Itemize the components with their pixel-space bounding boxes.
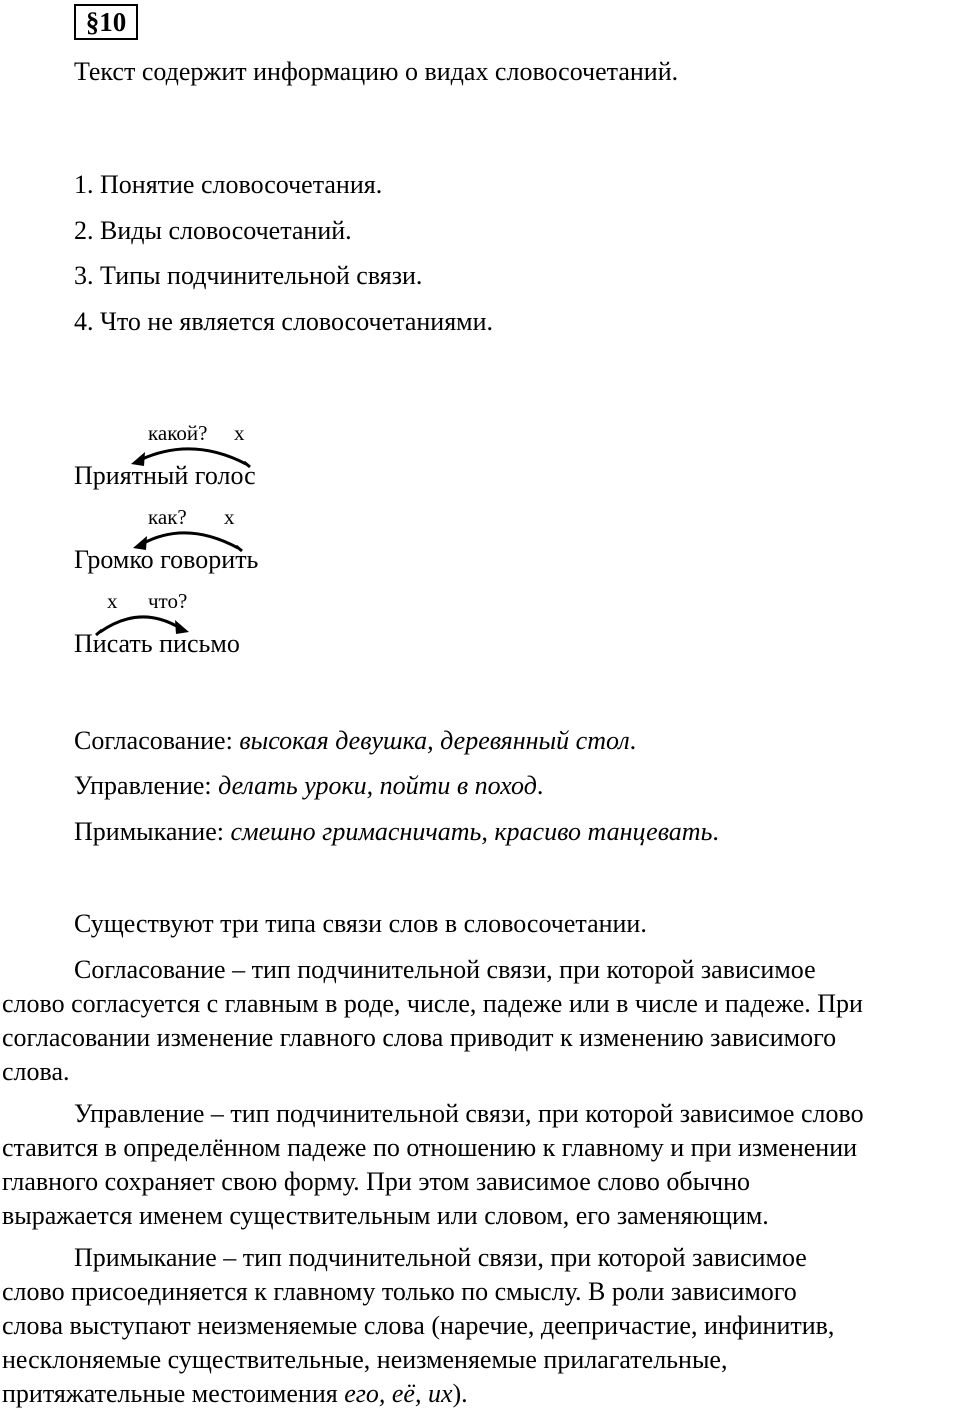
paragraph-line: главного сохраняет свою форму. При этом зависимое слово обычно: [2, 1167, 751, 1196]
scheme-main-mark-2: x: [224, 505, 235, 529]
paragraph-line: слово присоединяется к главному только по смыслу. В роли зависимого: [2, 1277, 797, 1306]
scheme-phrase-2: Громко говорить: [74, 545, 259, 574]
plan-item-2: 2. Виды словосочетаний.: [74, 216, 352, 245]
last-line-text: притяжательные местоимения: [2, 1379, 345, 1408]
plan-item-4: 4. Что не является словосочетаниями.: [74, 307, 494, 336]
plan-item-1: 1. Понятие словосочетания.: [74, 170, 383, 199]
scheme-main-mark-3: x: [107, 589, 118, 613]
example-end: .: [629, 726, 637, 755]
scheme-phrase-1: Приятный голос: [74, 461, 256, 490]
example-term: Согласование:: [74, 726, 233, 755]
example-agreement: [74, 724, 636, 758]
paragraph-line: Примыкание – тип подчинительной связи, при которой зависимое: [74, 1243, 807, 1272]
example-term: Примыкание:: [74, 817, 224, 846]
example-phrases: делать уроки, пойти в поход: [218, 771, 537, 800]
types-intro: Существуют три типа связи слов в словосочетании.: [74, 909, 647, 938]
scheme-main-mark-1: x: [234, 421, 245, 445]
intro-text: Текст содержит информацию о видах словосочетаний.: [74, 57, 679, 86]
example-phrases: смешно гримасничать, красиво танцевать: [230, 817, 713, 846]
example-phrases: высокая девушка, деревянный стол: [239, 726, 630, 755]
paragraph-last-line: [2, 1377, 960, 1411]
paragraph-line: Согласование – тип подчинительной связи, при которой зависимое: [74, 955, 816, 984]
example-adjoining: [74, 815, 719, 849]
paragraph-line: слова.: [2, 1057, 70, 1086]
paragraph-line: слова выступают неизменяемые слова (наречие, деепричастие, инфинитив,: [2, 1311, 835, 1340]
paragraph-line: ставится в определённом падеже по отношению к главному и при изменении: [2, 1133, 858, 1162]
scheme-phrase-3: Писать письмо: [74, 629, 240, 658]
example-term: Управление:: [74, 771, 212, 800]
paragraph-line: выражается именем существительным или словом, его заменяющим.: [2, 1201, 769, 1230]
pronoun-examples: его, её, их: [344, 1379, 453, 1408]
plan-item-3: 3. Типы подчинительной связи.: [74, 261, 423, 290]
scheme-question-2: как?: [148, 505, 187, 529]
example-government: [74, 769, 543, 803]
paragraph-agreement: [2, 953, 960, 1089]
paragraph-line: согласовании изменение главного слова приводит к изменению зависимого: [2, 1023, 837, 1052]
paragraph-government: [2, 1097, 960, 1233]
example-end: .: [712, 817, 719, 846]
paragraph-adjoining: [2, 1241, 960, 1411]
example-end: .: [536, 771, 544, 800]
section-number: §10: [74, 4, 138, 40]
scheme-question-1: какой?: [148, 421, 208, 445]
last-line-end: ).: [452, 1379, 468, 1408]
paragraph-line: Управление – тип подчинительной связи, при которой зависимое слово: [74, 1099, 864, 1128]
paragraph-line: несклоняемые существительные, неизменяемые прилагательные,: [2, 1345, 728, 1374]
paragraph-line: слово согласуется с главным в роде, числе, падеже или в числе и падеже. При: [2, 989, 863, 1018]
scheme-question-3: что?: [148, 589, 188, 613]
